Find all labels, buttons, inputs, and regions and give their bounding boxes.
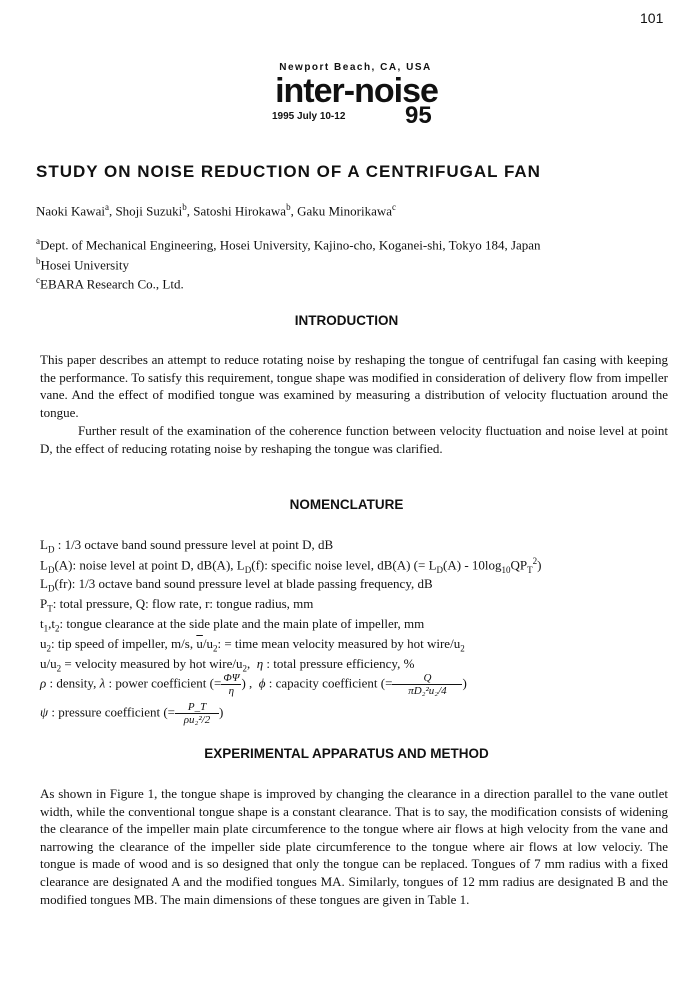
author-separator: , bbox=[186, 203, 194, 219]
affiliation-mark: b bbox=[182, 202, 187, 212]
affiliation bbox=[36, 236, 541, 253]
affiliation bbox=[36, 275, 184, 292]
author-name: Shoji Suzuki bbox=[115, 203, 183, 219]
affiliation-mark: c bbox=[36, 275, 40, 285]
nomenclature-line: $u/u_2$ = velocity measured by hot wire/$u_2$, η : total pressure efficiency, % bbox=[40, 656, 415, 674]
power-coefficient-fraction: $\frac{\Phi\Psi}{\eta}$ bbox=[223, 672, 240, 697]
nomenclature-line: ρ : density, λ : power coefficient (= $\frac{\Phi\Psi}{\eta}$ ) , ϕ : capacity coefficient (= $\frac{Q}{\text{πD₂²u₂/4}}$ ) bbox=[40, 672, 467, 697]
author-separator: , bbox=[290, 203, 298, 219]
author-name: Satoshi Hirokawa bbox=[193, 203, 287, 219]
author-separator: , bbox=[108, 203, 116, 219]
conference-year: 95 bbox=[405, 102, 432, 129]
affiliation-mark: b bbox=[286, 202, 291, 212]
affiliation-mark: c bbox=[392, 202, 397, 212]
experimental-heading: EXPERIMENTAL APPARATUS AND METHOD bbox=[204, 746, 489, 761]
introduction-heading: INTRODUCTION bbox=[294, 313, 399, 328]
conference-dates: 1995 July 10-12 bbox=[272, 111, 346, 122]
nomenclature-line: $L_D(fr)$: 1/3 octave band sound pressure level at blade passing frequency, dB bbox=[40, 576, 433, 594]
introduction-paragraph: Further result of the examination of the coherence function between velocity fluctuation and noise level at point D, the effect of reducing rotating noise by reshaping the tongue was clarified. bbox=[40, 423, 668, 456]
nomenclature-line: $L_D(A)$: noise level at point D, dB(A), $L_D(f)$: specific noise level, dB(A) (= $L_D(A) - 10\log_{10}QP_T^2$) bbox=[40, 556, 542, 575]
experimental-paragraph: As shown in Figure 1, the tongue shape is improved by changing the clearance in a direction parallel to the vane outlet width, while the conventional tongue shape is a constant clearance. That is to say, the modification consists of widening the clearance of the impeller main plate circumference to the tongue where air flows at high velocity from the vane and narrowing the clearance of the impeller side plate circumference to the tongue where air flows at low velociy. The tongue is made of wood and is so designed that only the tongue can be replaced. Tongues of 7 mm radius with a fixed clearance are designated A and the modified tongues MA. Similarly, tongues of 12 mm radius are designated B and the modified tongues MB. The main dimensions of these tongues are given in Table 1. bbox=[40, 786, 668, 907]
page-number: 101 bbox=[640, 10, 664, 26]
affiliation bbox=[36, 256, 129, 273]
nomenclature-line: $P_T$: total pressure, Q: flow rate, r: tongue radius, mm bbox=[40, 596, 314, 614]
nomenclature-line: $u_2$: tip speed of impeller, m/s, $\overline{u}/u_2$: = time mean velocity measured by hot wire/$u_2$ bbox=[40, 636, 465, 654]
affiliation-mark: b bbox=[36, 256, 41, 266]
author-list bbox=[36, 202, 396, 219]
conference-location: Newport Beach, CA, USA bbox=[279, 62, 432, 73]
affiliation-text: Hosei University bbox=[40, 257, 129, 273]
affiliation-mark: a bbox=[104, 202, 109, 212]
nomenclature-heading: NOMENCLATURE bbox=[289, 497, 404, 512]
nomenclature-line: ψ : pressure coefficient (= $\frac{P\_T}{\text{ρu₂²/2}}$ ) bbox=[40, 701, 224, 726]
pressure-coefficient-fraction: $\frac{P\_T}{\text{ρu₂²/2}}$ bbox=[175, 701, 219, 726]
author-name: Gaku Minorikawa bbox=[297, 203, 393, 219]
nomenclature-line: $t_1,t_2$: tongue clearance at the side plate and the main plate of impeller, mm bbox=[40, 616, 425, 634]
affiliation-mark: a bbox=[36, 236, 40, 246]
author-name: Naoki Kawai bbox=[36, 203, 105, 219]
introduction-paragraph: This paper describes an attempt to reduce rotating noise by reshaping the tongue of centrifugal fan casing with keeping the performance. To satisfy this requirement, tongue shape was modified in consideration of delivery flow from impeller vane. And the effect of modified tongue was examined by measuring a distribution of velocity fluctuation around the tongue. bbox=[40, 352, 668, 420]
paper-title: STUDY ON NOISE REDUCTION OF A CENTRIFUGAL FAN bbox=[36, 162, 541, 181]
affiliation-text: Dept. of Mechanical Engineering, Hosei University, Kajino-cho, Koganei-shi, Tokyo 184, Japan bbox=[40, 237, 541, 253]
affiliation-text: EBARA Research Co., Ltd. bbox=[40, 276, 184, 292]
conference-logo: inter-noise bbox=[275, 72, 438, 110]
capacity-coefficient-fraction: $\frac{Q}{\text{πD₂²u₂/4}}$ bbox=[392, 672, 462, 697]
nomenclature-line: $L_D$ : 1/3 octave band sound pressure level at point D, dB bbox=[40, 537, 334, 555]
